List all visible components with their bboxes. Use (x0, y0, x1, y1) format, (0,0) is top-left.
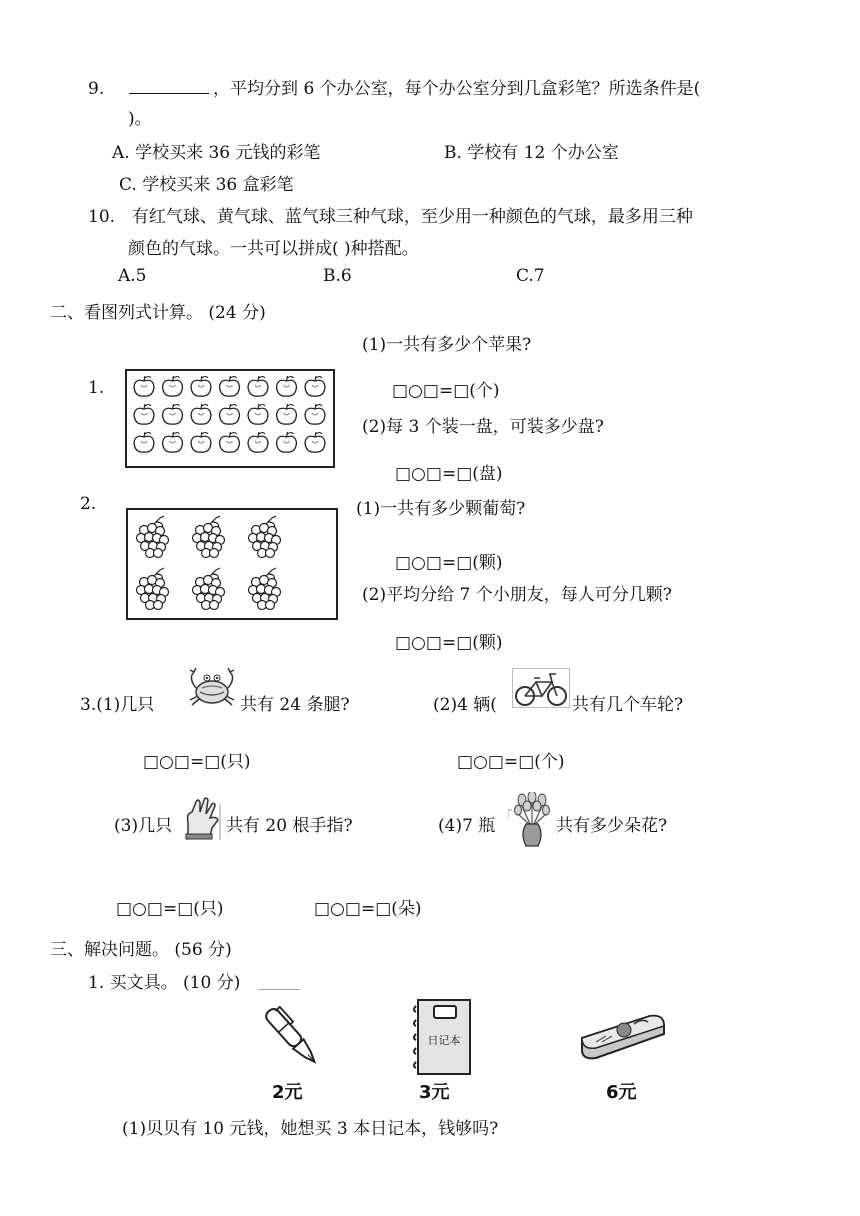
apple-icon (277, 404, 297, 424)
p3-q3-post: 共有 20 根手指? (226, 816, 353, 836)
p3-q1-post: 共有 24 条腿? (240, 695, 350, 715)
q10-option-a[interactable]: A.5 (118, 266, 147, 286)
notebook-label: 日记本 (427, 1034, 461, 1047)
grape-box (126, 508, 338, 620)
apple-icon (305, 432, 325, 452)
apple-icon (134, 432, 154, 452)
p1-question2: (2)每 3 个装一盘，可装多少盘? (362, 417, 604, 437)
apple-icon (163, 404, 183, 424)
grape-icon (193, 568, 225, 610)
q9-option-a[interactable]: A. 学校买来 36 元钱的彩笔 (112, 143, 321, 163)
apple-box (125, 369, 335, 468)
bicycle-icon (512, 668, 570, 708)
q10-line1 (88, 202, 693, 227)
apple-icon (134, 404, 154, 424)
p3-q4-pre: (4)7 瓶 (438, 816, 496, 836)
flower-vase-icon (508, 792, 556, 848)
notebook-icon (410, 996, 474, 1078)
p3-q3-pre: (3)几只 (114, 816, 173, 836)
p1-equation1[interactable]: □○□=□(个) (392, 381, 500, 401)
p3-q4-post: 共有多少朵花? (556, 816, 668, 836)
p3-q2-pre: (2)4 辆( (433, 695, 497, 715)
pencil-case-icon (576, 1008, 668, 1066)
q9-text-end: )。 (128, 109, 152, 129)
pen-icon (262, 1004, 324, 1072)
p1-number: 1. (88, 378, 105, 398)
q9-text: ，平均分到 6 个办公室，每个办公室分到几盒彩笔？所选条件是( (213, 79, 701, 99)
apple-icon (220, 376, 240, 396)
q10-option-c[interactable]: C.7 (516, 266, 545, 286)
p3-equation2[interactable]: □○□=□(个) (457, 752, 565, 772)
grape-icon (249, 568, 281, 610)
apple-icon (163, 432, 183, 452)
price-pencil-case: 6元 (606, 1082, 637, 1103)
grape-grid (128, 510, 336, 618)
section3-title: 三、解决问题。 (56 分) (50, 940, 232, 960)
apple-icon (305, 376, 325, 396)
grape-icon (137, 516, 169, 558)
q9-line1 (88, 74, 700, 99)
p3-equation4[interactable]: □○□=□(朵) (314, 899, 422, 919)
apple-icon (305, 404, 325, 424)
q9-answer-blank[interactable] (129, 79, 209, 94)
p3-q2-post: 共有几个车轮? (572, 695, 684, 715)
apple-icon (134, 376, 154, 396)
price-pen: 2元 (272, 1082, 303, 1103)
grape-icon (249, 516, 281, 558)
p1-equation2[interactable]: □○□=□(盘) (395, 464, 503, 484)
apple-icon (163, 376, 183, 396)
p2-question2: (2)平均分给 7 个小朋友，每人可分几颗? (362, 585, 672, 605)
apple-icon (248, 404, 268, 424)
q9-option-b[interactable]: B. 学校有 12 个办公室 (444, 143, 619, 163)
price-notebook: 3元 (419, 1082, 450, 1103)
apple-icon (248, 432, 268, 452)
crab-icon (184, 668, 240, 708)
p1-title: 1. 买文具。 (10 分) (88, 973, 241, 993)
p2-number: 2. (80, 494, 97, 514)
apple-grid (127, 371, 333, 466)
apple-icon (220, 404, 240, 424)
apple-icon (277, 432, 297, 452)
glove-icon (182, 796, 224, 840)
q9-number: 9. (88, 79, 105, 99)
apple-icon (191, 376, 211, 396)
q10-number: 10. (88, 207, 116, 227)
apple-icon (248, 376, 268, 396)
q10-option-b[interactable]: B.6 (323, 266, 352, 286)
p2-question1: (1)一共有多少颗葡萄? (356, 499, 526, 519)
q10-text2: 颜色的气球。一共可以拼成( )种搭配。 (128, 239, 419, 259)
q9-option-c[interactable]: C. 学校买来 36 盒彩笔 (119, 175, 294, 195)
p2-equation1[interactable]: □○□=□(颗) (395, 553, 503, 573)
p1-question1: (1)一共有多少个苹果? (362, 335, 532, 355)
p3-equation3[interactable]: □○□=□(只) (116, 899, 224, 919)
apple-icon (220, 432, 240, 452)
p3-q1-pre: 3.(1)几只 (80, 695, 155, 715)
apple-icon (191, 404, 211, 424)
section3-q1: (1)贝贝有 10 元钱，她想买 3 本日记本，钱够吗? (122, 1119, 499, 1139)
divider (258, 989, 300, 990)
grape-icon (193, 516, 225, 558)
grape-icon (137, 568, 169, 610)
p3-equation1[interactable]: □○□=□(只) (143, 752, 251, 772)
q10-text1: 有红气球、黄气球、蓝气球三种气球，至少用一种颜色的气球，最多用三种 (131, 207, 693, 227)
section2-title: 二、看图列式计算。 (24 分) (50, 303, 266, 323)
p2-equation2[interactable]: □○□=□(颗) (395, 633, 503, 653)
apple-icon (191, 432, 211, 452)
apple-icon (277, 376, 297, 396)
